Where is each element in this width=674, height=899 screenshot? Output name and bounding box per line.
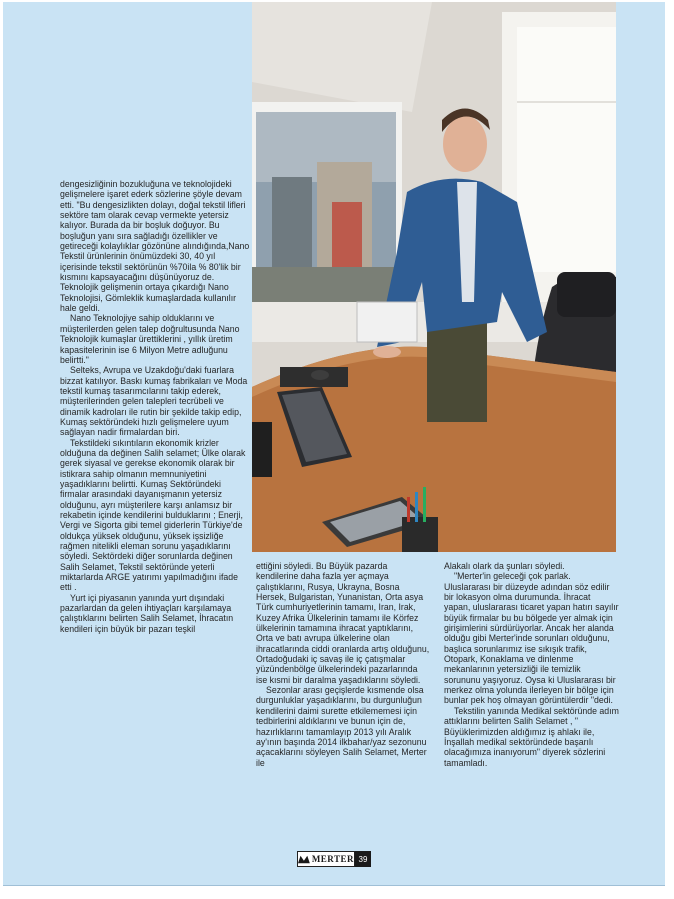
merter-logo [297, 851, 355, 867]
merter-logo-icon [298, 855, 310, 864]
article-column-1 [60, 179, 250, 634]
paragraph: ettiğini söyledi. Bu Büyük pazarda kendilerine daha fazla yer açmaya çalıştıklarını, Rusya, Ukrayna, Bosna Hersek, Bulgaristan, Yunanistan, Orta asya Türk cumhuriyetlerinin tamamı, Iran, Irak, Kuzey Afrika Ülkelerinin tamamı ile Körfez ülkelerinin tamamına ihracat yaptıklarını, Orta ve batı avrupa ülkelerine olan ihracatlarında ciddi oranlarda artış olduğunu, Ortadoğudaki iç savaş ile iç çatışmalar yüzündenbölge ülkelerindeki pazarlarında ise kısmi bir daralma yaşadıklarını söyledi. [256, 561, 430, 685]
page-number: 39 [355, 851, 371, 867]
paragraph: dengesizliğinin bozukluğuna ve teknolojideki gelişmelere işaret ederk sözlerine şöyle devam etti. "Bu dengesizlikten dolayı, doğal tekstil lifleri sektöre tam olarak cevap vermekte yetersiz kalıyor. Burada da bir boşluk doğuyor. Bu boşluğun yanı sıra sağladığı özellikler ve getireceği kolaylıklar gözönüne alındığında,Nano Tekstil ürünlerinin önümüzdeki 30, 40 yıl içerisinde tekstil sektörünün %70ila % 80'lik bir kısmını kapsayacağını düşünüyoruz de. Teknolojik gelişmenin ortaya çıkardığı Nano Teknolojisi, Gömleklik kumaşlardada kullanılır hale geldi. [60, 179, 250, 314]
office-photo [252, 2, 616, 552]
paragraph: Alakalı olark da şunları söyledi. [444, 561, 565, 571]
paragraph: Sezonlar arası geçişlerde kısmende olsa durgunluklar yaşadıklarını, bu durgunluğun kendilerini daimi surette etkilememesi için tedbirlerini aldıklarını ve bunun için de, hazırlıklarını tamamlayıp 2013 yılı Aralık ay'ının başında 2014 ilkbahar/yaz sezonunu açacaklarını söyleyen Salih Selamet, Merter ile [256, 685, 427, 768]
page-footer [297, 851, 371, 867]
logo-text: MERTER [311, 854, 354, 864]
bottom-divider [3, 885, 665, 886]
paragraph: Nano Teknolojiye sahip olduklarını ve müşterilerden gelen talep doğrultusunda Nano Teknolojik kumaşlar ürettiklerini , yıllık üretim kapasitelerinin ise 6 Milyon Metre adluğunu belirtti." [60, 313, 240, 365]
paragraph: Selteks, Avrupa ve Uzakdoğu'daki fuarlara bizzat katılıyor. Baskı kumaş fabrikaları ve Moda tekstil kumaş tasarımcılarını takip ederek, müşterilerinden gelen talepleri tecrübeli ve dinamik kadroları ile rutin bir şekilde takip edip, Kumaş sektöründeki hızlı gelişmelere uyum sağlayan nadir firmalardan biri. [60, 365, 248, 438]
article-column-3 [444, 561, 619, 768]
paragraph: Tekstilin yanında Medikal sektöründe adım attıklarını belirten Salih Selamet , " Büyüklerimizden aldığımız iş ahlakı ile, İnşallah medikal sektöründede başarılı olacağımıza inanıyorum" diyerek sözlerini tamamladı. [444, 705, 619, 768]
article-column-2 [256, 561, 431, 768]
paragraph: "Merter'in geleceği çok parlak. Uluslararası bir düzeyde adından söz edilir bir lokasyon olma durumunda. İhracat yapan, uluslararası ticaret yapan hatırı sayılır büyük firmalar bu bu bölgede yer almak için girişimlerini sürdürüyorlar. Ancak her alanda olduğu gibi Merter'inde sorunları olduğunu, başlıca sorunlarımız ise sıkışık trafik, Otopark, Konaklama ve dinlenme mekanlarının yetersizliği ile temizlik sorununu yaşıyoruz. Oysa ki Uluslararası bir merkez olma yolunda ilerleyen bir bölge için bunlar pek hoş olmayan görüntülerdir "dedi. [444, 571, 619, 706]
paragraph: Yurt içi piyasanın yanında yurt dışındaki pazarlardan da gelen ihtiyaçları karşılamaya çalıştıklarını belirten Salih Selamet, İhracatın kendileri için büyük bir pazarı teşkil [60, 592, 234, 634]
paragraph: Tekstildeki sıkıntıların ekonomik krizler olduğuna da değinen Salih selamet; Ülke olarak gerek siyasal ve gerekse ekonomik olarak bir istikrara sahip olmanın memnuniyetini yaşadıklarını belirtti. Kumaş Sektöründeki firmalar arasındaki dayanışmanın yetersiz olduğunu, ayrı müşterilere karşı anlamsız bir rekabetin içinde kendilerini bulduklarını ; Enerji, Vergi ve Sigorta gibi temel giderlerin Türkiye'de oldukça yüksek olduğunu, yüksek işsizliğe rağmen nitelikli eleman sorunu yaşadıklarını söyledi. Sektördeki diğer sorunlarda değinen Salih Selamet, Tekstil sektöründe yeterli miktarlarda ARGE yatırımı yapılmadığını ifade etti . [60, 437, 246, 593]
